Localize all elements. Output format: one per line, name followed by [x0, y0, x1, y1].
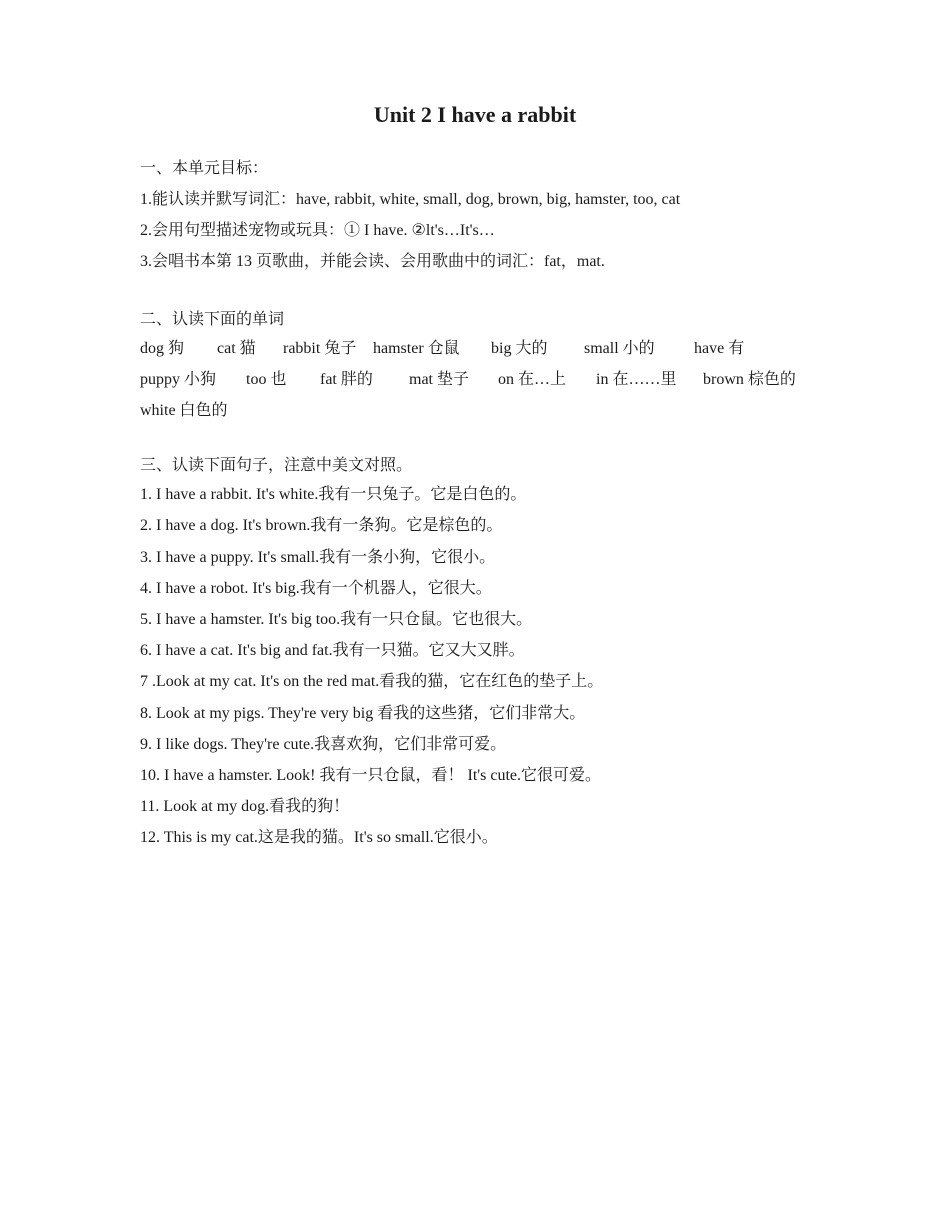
sentence-6: 6. I have a cat. It's big and fat.我有一只猫。它又大又胖。 — [140, 642, 525, 659]
sentence-12: 12. This is my cat.这是我的猫。It's so small.它很小。 — [140, 829, 498, 846]
vocab-word: too 也 — [246, 371, 287, 388]
vocab-word: white 白色的 — [140, 402, 228, 419]
vocab-word: cat 猫 — [217, 340, 256, 357]
sentence-9: 9. I like dogs. They're cute.我喜欢狗，它们非常可爱。 — [140, 736, 507, 753]
vocab-word: puppy 小狗 — [140, 371, 217, 388]
sentence-11: 11. Look at my dog.看我的狗！ — [140, 798, 350, 815]
objective-item-3: 3.会唱书本第 13 页歌曲，并能会读、会用歌曲中的词汇：fat，mat. — [140, 253, 605, 270]
objective-item-1: 1.能认读并默写词汇：have, rabbit, white, small, dog, brown, big, hamster, too, cat — [140, 191, 681, 208]
vocab-word: dog 狗 — [140, 340, 185, 357]
vocab-word: brown 棕色的 — [703, 371, 796, 388]
vocab-word: rabbit 兔子 — [283, 340, 357, 357]
objective-item-2: 2.会用句型描述宠物或玩具：① I have. ②lt's…It's… — [140, 222, 495, 239]
sentence-4: 4. I have a robot. It's big.我有一个机器人，它很大。 — [140, 580, 492, 597]
section3-heading: 三、认读下面句子，注意中美文对照。 — [140, 457, 413, 474]
section2-heading: 二、认读下面的单词 — [140, 311, 285, 328]
vocab-row-1 — [140, 339, 820, 359]
section1-heading: 一、本单元目标： — [140, 160, 269, 177]
sentence-8: 8. Look at my pigs. They're very big 看我的这些猪，它们非常大。 — [140, 705, 586, 722]
sentence-2: 2. I have a dog. It's brown.我有一条狗。它是棕色的。 — [140, 517, 503, 534]
vocab-row-3 — [140, 401, 820, 421]
sentence-7: 7 .Look at my cat. It's on the red mat.看我的猫，它在红色的垫子上。 — [140, 673, 604, 690]
vocab-row-2 — [140, 370, 820, 390]
vocab-word: small 小的 — [584, 340, 655, 357]
vocab-word: mat 垫子 — [409, 371, 469, 388]
sentence-1: 1. I have a rabbit. It's white.我有一只兔子。它是白色的。 — [140, 486, 527, 503]
vocab-word: hamster 仓鼠 — [373, 340, 460, 357]
sentence-3: 3. I have a puppy. It's small.我有一条小狗，它很小。 — [140, 549, 496, 566]
vocab-word: in 在……里 — [596, 371, 677, 388]
vocab-word: fat 胖的 — [320, 371, 373, 388]
vocab-word: on 在…上 — [498, 371, 567, 388]
vocab-word: big 大的 — [491, 340, 548, 357]
sentence-10: 10. I have a hamster. Look! 我有一只仓鼠，看！ It's cute.它很可爱。 — [140, 767, 602, 784]
page-title: Unit 2 I have a rabbit — [373, 102, 577, 127]
vocab-word: have 有 — [694, 340, 745, 357]
sentence-5: 5. I have a hamster. It's big too.我有一只仓鼠。它也很大。 — [140, 611, 533, 628]
